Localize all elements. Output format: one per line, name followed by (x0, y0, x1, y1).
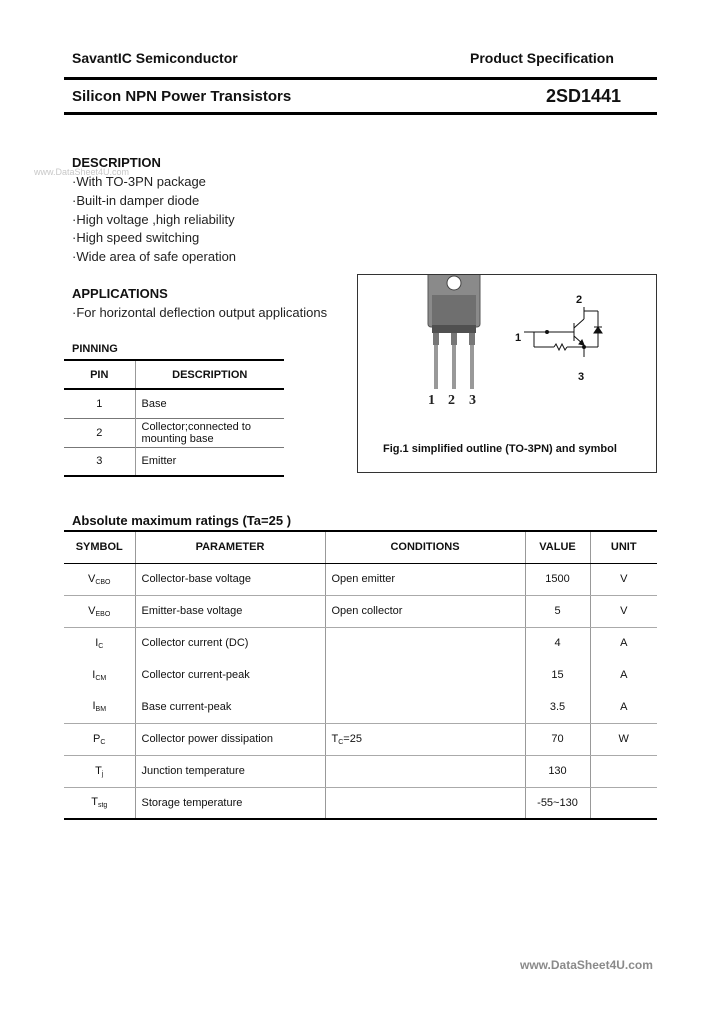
conditions-cell: Open emitter (325, 563, 525, 595)
column-header: VALUE (525, 531, 590, 563)
figure-caption: Fig.1 simplified outline (TO-3PN) and symbol (383, 443, 617, 455)
symbol-base-label: 1 (515, 332, 522, 344)
condition-subscript: C (338, 738, 344, 746)
table-header-row (64, 360, 284, 389)
table-row (64, 691, 657, 723)
parameter-cell: Storage temperature (135, 787, 325, 819)
table-row (64, 755, 657, 787)
unit-cell: A (620, 637, 628, 650)
unit-cell: A (620, 669, 628, 681)
condition-letter: T (331, 732, 339, 745)
symbol-subscript: j (101, 770, 104, 778)
part-number: 2SD1441 (546, 86, 622, 106)
table-row (64, 447, 284, 476)
description-heading: DESCRIPTION (72, 155, 161, 170)
value-cell: 4 (525, 627, 590, 659)
symbol-cell (64, 659, 135, 691)
unit-cell: A (590, 691, 657, 723)
transistor-symbol-icon (524, 307, 602, 357)
parameter-cell: Collector power dissipation (135, 723, 325, 755)
conditions-cell (325, 755, 525, 787)
value-cell: 15 (525, 659, 590, 691)
pin-number: 3 (64, 447, 135, 476)
application-item: ·For horizontal deflection output applications (72, 305, 328, 320)
symbol-subscript: BM (95, 706, 107, 714)
symbol-letter: V (87, 572, 96, 585)
ratings-heading-text: Absolute maximum ratings (Ta=25 (72, 513, 284, 528)
table-row (64, 418, 284, 447)
spec-label: Product Specification (470, 50, 614, 66)
parameter-cell: Collector current-peak (135, 659, 325, 691)
symbol-subscript: EBO (95, 610, 111, 618)
applications-heading: APPLICATIONS (72, 286, 168, 301)
value-cell: -55~130 (525, 787, 590, 819)
symbol-subscript: C (98, 642, 104, 650)
symbol-letter: V (88, 604, 96, 617)
footer-watermark-link[interactable]: www.DataSheet4U.com (520, 958, 653, 972)
header-rule-bottom (64, 112, 657, 115)
pin-number: 2 (64, 418, 135, 447)
conditions-cell (325, 787, 525, 819)
description-item: ·Built-in damper diode (72, 193, 200, 208)
symbol-collector-label: 2 (576, 294, 583, 306)
description-item: ·High speed switching (72, 230, 200, 245)
symbol-subscript: CBO (95, 578, 111, 586)
column-header: SYMBOL (64, 531, 135, 563)
symbol-letter: T (91, 796, 98, 809)
table-row (64, 627, 657, 659)
unit-cell (590, 755, 657, 787)
header-rule-top (64, 77, 657, 80)
symbol-cell (64, 755, 135, 787)
pinning-heading: PINNING (72, 343, 118, 355)
symbol-subscript: stg (97, 802, 108, 810)
value-cell: 5 (525, 595, 590, 627)
package-pin-label: 3 (469, 393, 476, 408)
ratings-heading-end: ) (286, 513, 292, 528)
unit-cell: V (590, 595, 657, 627)
unit-cell: V (590, 563, 657, 595)
company-name: SavantIC Semiconductor (72, 50, 238, 66)
pin-description: Emitter (135, 447, 284, 476)
package-pin-label: 1 (428, 393, 435, 408)
ratings-table (64, 530, 657, 820)
symbol-cell (64, 787, 135, 819)
watermark-link[interactable]: www.DataSheet4U.com (34, 167, 130, 177)
symbol-cell (64, 691, 135, 723)
table-header-row (64, 531, 657, 563)
parameter-cell: Collector-base voltage (135, 563, 325, 595)
unit-cell: W (590, 723, 657, 755)
pin-description: Collector;connected to mounting base (135, 418, 284, 447)
symbol-cell (64, 595, 135, 627)
table-row (64, 563, 657, 595)
table-row (64, 659, 657, 691)
symbol-cell (64, 627, 135, 659)
symbol-subscript: C (100, 738, 106, 746)
table-row (64, 595, 657, 627)
parameter-cell: Emitter-base voltage (135, 595, 325, 627)
parameter-cell: Base current-peak (135, 691, 325, 723)
symbol-letter: I (92, 700, 96, 713)
conditions-cell (325, 659, 525, 691)
column-header: PIN (64, 360, 135, 389)
symbol-cell (64, 723, 135, 755)
parameter-cell: Collector current (DC) (135, 627, 325, 659)
condition-value: =25 (343, 732, 362, 745)
table-row (64, 723, 657, 755)
table-row (64, 787, 657, 819)
table-row (64, 389, 284, 418)
package-outline-image (428, 275, 480, 389)
pin-number: 1 (64, 389, 135, 418)
conditions-cell (325, 691, 525, 723)
pinning-table (64, 359, 284, 477)
description-item: ·Wide area of safe operation (72, 249, 237, 264)
conditions-cell: Open collector (325, 595, 525, 627)
unit-cell (590, 787, 657, 819)
column-header: PARAMETER (135, 531, 325, 563)
description-item: ·With TO-3PN package (72, 174, 206, 189)
symbol-letter: I (92, 668, 96, 681)
column-header: CONDITIONS (325, 531, 525, 563)
symbol-letter: T (95, 764, 102, 777)
column-header: UNIT (590, 531, 657, 563)
symbol-letter: P (93, 732, 101, 745)
value-cell: 70 (525, 723, 590, 755)
ratings-heading (72, 513, 291, 528)
conditions-cell (325, 627, 525, 659)
value-cell: 1500 (525, 563, 590, 595)
column-header: DESCRIPTION (135, 360, 284, 389)
conditions-cell (325, 723, 525, 755)
symbol-emitter-label: 3 (578, 371, 585, 383)
parameter-cell: Junction temperature (135, 755, 325, 787)
value-cell: 3.5 (525, 691, 590, 723)
description-item: ·High voltage ,high reliability (72, 212, 235, 227)
symbol-cell (64, 563, 135, 595)
pin-description: Base (135, 389, 284, 418)
package-pin-label: 2 (448, 393, 455, 408)
document-title: Silicon NPN Power Transistors (72, 88, 292, 105)
symbol-letter: I (95, 636, 99, 649)
value-cell: 130 (525, 755, 590, 787)
symbol-subscript: CM (95, 674, 107, 682)
